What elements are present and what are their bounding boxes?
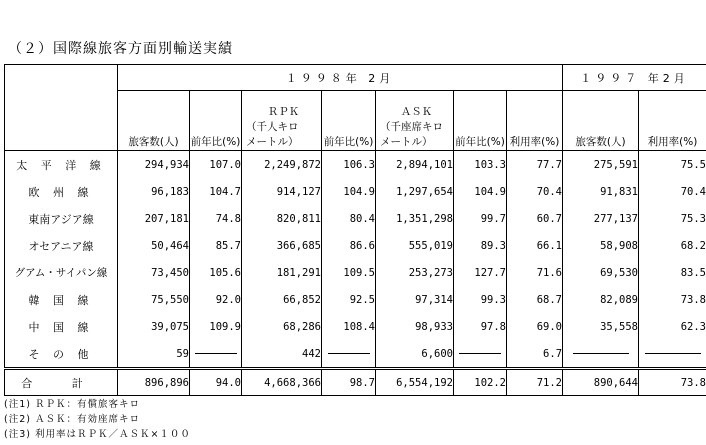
header-passengers: 旅客数(人)	[118, 91, 190, 151]
cell-prev-passengers: 69,530	[563, 259, 639, 286]
dash-mark	[573, 353, 629, 354]
cell-prev-passengers: 35,558	[563, 313, 639, 340]
cell-prev-passengers: 82,089	[563, 286, 639, 313]
cell-ask: 98,933	[376, 313, 454, 340]
cell-rpk: 914,127	[242, 178, 322, 205]
header-ask-line3: メートル）	[380, 136, 433, 148]
cell-prev-passengers: 91,831	[563, 178, 639, 205]
header-passengers-yoy: 前年比(%)	[190, 91, 242, 151]
cell-rpk-yoy: 80.4	[322, 205, 376, 232]
header-rpk-line2: （千人キロ	[246, 121, 299, 133]
cell-ask: 1,297,654	[376, 178, 454, 205]
cell-rpk: 66,852	[242, 286, 322, 313]
route-name: グアム・サイパン線	[5, 259, 118, 286]
cell-prev-passengers: 58,908	[563, 232, 639, 259]
cell-load-factor: 71.2	[507, 369, 563, 396]
cell-passengers-yoy: 104.7	[190, 178, 242, 205]
cell-prev-load-factor: 75.3	[639, 205, 706, 232]
cell-passengers: 96,183	[118, 178, 190, 205]
cell-ask: 2,894,101	[376, 151, 454, 179]
header-prev-passengers: 旅客数(人)	[563, 91, 639, 151]
cell-passengers: 39,075	[118, 313, 190, 340]
cell-rpk-yoy: 108.4	[322, 313, 376, 340]
page-title: （２）国際線旅客方面別輸送実績	[8, 41, 233, 57]
cell-rpk-yoy: 98.7	[322, 369, 376, 396]
cell-ask-yoy: 89.3	[454, 232, 507, 259]
cell-rpk-yoy: 92.5	[322, 286, 376, 313]
route-name: 中 国 線	[5, 313, 118, 340]
header-rpk-yoy: 前年比(%)	[322, 91, 376, 151]
route-header-cell	[5, 65, 118, 151]
cell-prev-passengers: 277,137	[563, 205, 639, 232]
route-name: オセアニア線	[5, 232, 118, 259]
period-header-row	[5, 65, 706, 91]
route-name: 太 平 洋 線	[5, 151, 118, 179]
cell-rpk-yoy: 86.6	[322, 232, 376, 259]
table-row	[5, 205, 706, 232]
dash-mark	[328, 353, 370, 354]
cell-load-factor: 70.4	[507, 178, 563, 205]
header-load-factor: 利用率(%)	[507, 91, 563, 151]
cell-ask: 6,600	[376, 340, 454, 369]
cell-prev-load-factor	[639, 340, 706, 369]
cell-passengers-yoy: 107.0	[190, 151, 242, 179]
dash-mark	[459, 353, 501, 354]
cell-ask-yoy: 104.9	[454, 178, 507, 205]
cell-rpk-yoy: 106.3	[322, 151, 376, 179]
header-ask-line1: ＡＳＫ	[400, 106, 433, 118]
cell-passengers-yoy: 105.6	[190, 259, 242, 286]
cell-load-factor: 77.7	[507, 151, 563, 179]
cell-ask-yoy: 102.2	[454, 369, 507, 396]
cell-rpk: 442	[242, 340, 322, 369]
header-rpk-line1: ＲＰＫ	[267, 106, 300, 118]
footnotes	[4, 397, 191, 442]
cell-ask: 1,351,298	[376, 205, 454, 232]
footnote-1: (注1) ＲＰＫ：有償旅客キロ	[4, 399, 140, 410]
cell-passengers-yoy: 74.8	[190, 205, 242, 232]
cell-load-factor: 6.7	[507, 340, 563, 369]
cell-ask-yoy: 99.3	[454, 286, 507, 313]
header-ask	[376, 91, 454, 151]
cell-passengers: 59	[118, 340, 190, 369]
cell-prev-load-factor: 83.5	[639, 259, 706, 286]
total-row	[5, 369, 706, 396]
cell-passengers: 896,896	[118, 369, 190, 396]
cell-load-factor: 69.0	[507, 313, 563, 340]
cell-rpk-yoy	[322, 340, 376, 369]
cell-prev-load-factor: 62.3	[639, 313, 706, 340]
cell-prev-load-factor: 73.8	[639, 369, 706, 396]
cell-passengers: 75,550	[118, 286, 190, 313]
cell-prev-load-factor: 75.5	[639, 151, 706, 179]
cell-prev-passengers	[563, 340, 639, 369]
cell-passengers: 50,464	[118, 232, 190, 259]
cell-rpk-yoy: 109.5	[322, 259, 376, 286]
table-row	[5, 232, 706, 259]
table-row	[5, 313, 706, 340]
header-ask-yoy: 前年比(%)	[454, 91, 507, 151]
route-name: 韓 国 線	[5, 286, 118, 313]
cell-load-factor: 68.7	[507, 286, 563, 313]
cell-load-factor: 60.7	[507, 205, 563, 232]
cell-ask-yoy: 97.8	[454, 313, 507, 340]
cell-prev-load-factor: 68.2	[639, 232, 706, 259]
header-rpk	[242, 91, 322, 151]
cell-ask: 253,273	[376, 259, 454, 286]
cell-prev-passengers: 275,591	[563, 151, 639, 179]
cell-prev-load-factor: 70.4	[639, 178, 706, 205]
cell-prev-passengers: 890,644	[563, 369, 639, 396]
route-name: そ の 他	[5, 340, 118, 369]
period-previous: １９９７ 年2月	[563, 65, 706, 91]
cell-passengers-yoy: 109.9	[190, 313, 242, 340]
cell-rpk-yoy: 104.9	[322, 178, 376, 205]
period-current: １９９８年 2月	[118, 65, 563, 91]
cell-rpk: 820,811	[242, 205, 322, 232]
cell-load-factor: 66.1	[507, 232, 563, 259]
route-name: 東南アジア線	[5, 205, 118, 232]
footnote-2: (注2) ＡＳＫ：有効座席キロ	[4, 414, 140, 425]
table-row	[5, 178, 706, 205]
dash-mark	[195, 353, 237, 354]
table-row	[5, 286, 706, 313]
cell-ask: 6,554,192	[376, 369, 454, 396]
cell-passengers: 73,450	[118, 259, 190, 286]
cell-ask-yoy: 103.3	[454, 151, 507, 179]
footnote-3: (注3) 利用率はＲＰＫ／ＡＳＫ×１００	[4, 429, 191, 440]
cell-rpk: 4,668,366	[242, 369, 322, 396]
cell-passengers: 207,181	[118, 205, 190, 232]
header-rpk-line3: メートル）	[246, 136, 299, 148]
cell-passengers-yoy: 85.7	[190, 232, 242, 259]
cell-ask: 97,314	[376, 286, 454, 313]
table-row	[5, 340, 706, 369]
cell-load-factor: 71.6	[507, 259, 563, 286]
cell-passengers-yoy: 92.0	[190, 286, 242, 313]
cell-passengers-yoy: 94.0	[190, 369, 242, 396]
cell-rpk: 2,249,872	[242, 151, 322, 179]
header-prev-load-factor: 利用率(%)	[639, 91, 706, 151]
cell-ask-yoy: 127.7	[454, 259, 507, 286]
route-name: 欧 州 線	[5, 178, 118, 205]
cell-prev-load-factor: 73.8	[639, 286, 706, 313]
route-stats-table	[4, 64, 706, 396]
dash-mark	[645, 353, 701, 354]
table-row	[5, 151, 706, 179]
cell-ask: 555,019	[376, 232, 454, 259]
cell-ask-yoy: 99.7	[454, 205, 507, 232]
cell-rpk: 68,286	[242, 313, 322, 340]
cell-rpk: 181,291	[242, 259, 322, 286]
table-row	[5, 259, 706, 286]
cell-passengers: 294,934	[118, 151, 190, 179]
header-ask-line2: （千座席キロ	[380, 121, 443, 133]
cell-passengers-yoy	[190, 340, 242, 369]
route-name: 合 計	[5, 369, 118, 396]
cell-ask-yoy	[454, 340, 507, 369]
cell-rpk: 366,685	[242, 232, 322, 259]
